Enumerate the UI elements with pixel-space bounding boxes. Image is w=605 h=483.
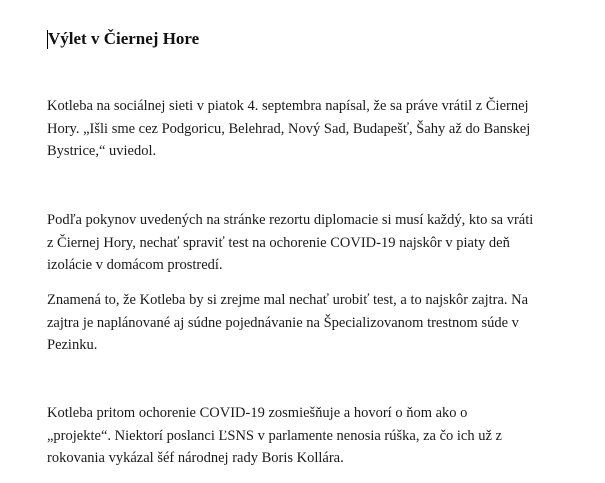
paragraph: [47, 95, 530, 163]
paragraph: [47, 289, 528, 357]
paragraph-line: Znamená to, že Kotleba by si zrejme mal nechať urobiť test, a to najskôr zajtra. Na: [47, 292, 529, 308]
paragraph: [47, 209, 533, 277]
paragraph-line: zajtra je naplánované aj súdne pojednávanie na Špecializovanom trestnom súde v: [47, 314, 519, 331]
paragraph-line: rokovania vykázal šéf národnej rady Boris Kollára.: [47, 450, 344, 466]
paragraph-line: izolácie v domácom prostredí.: [47, 257, 223, 273]
paragraph-line: Pezinku.: [47, 337, 98, 353]
paragraph-line: Kotleba na sociálnej sieti v piatok 4. septembra napísal, že sa práve vrátil z Čiernej: [47, 98, 529, 114]
paragraph-line: z Čiernej Hory, nechať spraviť test na ochorenie COVID-19 najskôr v piaty deň: [47, 234, 510, 251]
document-title: Výlet v Čiernej Hore: [48, 29, 200, 48]
paragraph-line: Podľa pokynov uvedených na stránke rezortu diplomacie si musí každý, kto sa vráti: [47, 212, 534, 228]
paragraph-line: Kotleba pritom ochorenie COVID-19 zosmiešňuje a hovorí o ňom ako o: [47, 405, 468, 421]
paragraph: [47, 402, 502, 470]
paragraph-line: „projekte“. Niektorí poslanci ĽSNS v parlamente nenosia rúška, za čo ich už z: [47, 427, 502, 444]
paragraph-line: Bystrice,“ uviedol.: [47, 143, 157, 159]
paragraph-line: Hory. „Išli sme cez Podgoricu, Belehrad, Nový Sad, Budapešť, Šahy až do Banskej: [47, 120, 531, 137]
